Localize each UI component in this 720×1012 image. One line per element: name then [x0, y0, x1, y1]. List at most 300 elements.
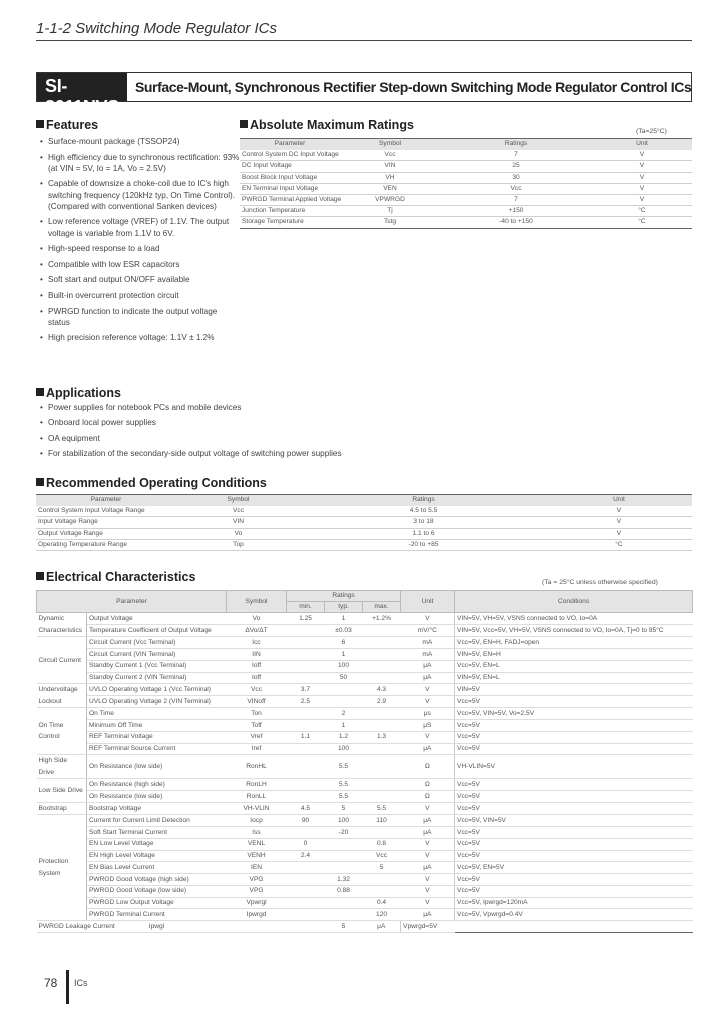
max-cell: 4.3 — [363, 684, 401, 696]
typ-cell — [325, 897, 363, 909]
conditions-cell: Vcc=5V — [455, 885, 693, 897]
parameter-cell: On Resistance (low side) — [87, 755, 227, 779]
table-row — [37, 885, 693, 897]
conditions-cell: Vcc=5V — [455, 802, 693, 815]
table-row — [240, 161, 692, 172]
table-row — [36, 517, 692, 528]
parameter-cell: Minimum Off Time — [87, 720, 227, 732]
table-row — [240, 206, 692, 217]
parameter-cell: Current for Current Limit Detection — [87, 815, 227, 827]
conditions-cell: Vcc=5V — [455, 779, 693, 791]
max-cell — [363, 827, 401, 839]
min-cell — [287, 827, 325, 839]
max-cell — [363, 779, 401, 791]
typ-cell: ±0.03 — [325, 625, 363, 637]
table-row — [37, 696, 693, 708]
recommended-header-cell: Ratings — [301, 495, 546, 506]
symbol-cell: IEN — [227, 862, 287, 874]
applications-list — [40, 402, 342, 463]
unit-cell: Ω — [401, 791, 455, 803]
section-rule — [36, 40, 692, 41]
min-cell — [287, 720, 325, 732]
table-row — [37, 897, 693, 909]
typ-cell — [325, 838, 363, 850]
parameter-cell: Bootstrap Voltage — [87, 802, 227, 815]
max-cell — [363, 637, 401, 649]
group-label: On Time Control — [37, 708, 87, 755]
abs-max-heading: Absolute Maximum Ratings — [240, 118, 414, 132]
application-item: • Power supplies for notebook PCs and mobile devices — [40, 402, 342, 413]
typ-cell — [325, 862, 363, 874]
typ-cell: 100 — [325, 815, 363, 827]
table-row — [37, 815, 693, 827]
table-cell: Top — [176, 539, 301, 550]
conditions-cell: Vcc=5V, EN=H, FADJ=open — [455, 637, 693, 649]
table-cell: Vcc — [440, 183, 592, 194]
symbol-cell: Toff — [227, 720, 287, 732]
table-cell: Storage Temperature — [240, 217, 340, 228]
ec-header-max: max. — [363, 602, 401, 613]
conditions-cell: Vcc=5V — [455, 874, 693, 886]
min-cell: 4.5 — [287, 802, 325, 815]
ec-header-ratings: Ratings — [287, 591, 401, 602]
applications-heading: Applications — [36, 386, 121, 400]
page-divider — [66, 970, 69, 1004]
square-bullet-icon — [36, 120, 44, 128]
unit-cell: μA — [363, 921, 401, 933]
symbol-cell: Iref — [227, 743, 287, 755]
typ-cell: 1.32 — [325, 874, 363, 886]
ec-header-min: min. — [287, 602, 325, 613]
feature-item: • High efficiency due to synchronous rectification: 93% (at VIN = 5V, Io = 1A, Vo = 2.5V) — [40, 152, 240, 174]
min-cell — [287, 791, 325, 803]
table-cell: 7 — [440, 194, 592, 205]
typ-cell — [325, 696, 363, 708]
min-cell — [287, 885, 325, 897]
abs-max-header-cell: Parameter — [240, 139, 340, 150]
max-cell — [363, 649, 401, 661]
symbol-cell: Ioff — [227, 672, 287, 684]
conditions-cell: Vcc=5V, EN=5V — [455, 862, 693, 874]
typ-cell: 5.5 — [325, 779, 363, 791]
unit-cell: V — [401, 684, 455, 696]
conditions-cell: VIN=5V, VH=5V, VSNS connected to VO, Io=0A — [455, 613, 693, 625]
min-cell: 2.4 — [287, 850, 325, 862]
product-banner — [36, 72, 692, 117]
symbol-cell: Vpwrgl — [227, 897, 287, 909]
ec-header-conditions: Conditions — [455, 591, 693, 613]
table-cell: Control System Input Voltage Range — [36, 506, 176, 517]
conditions-cell: Vcc=5V — [455, 743, 693, 755]
table-row — [37, 862, 693, 874]
recommended-table — [36, 494, 692, 551]
recommended-header-cell: Unit — [546, 495, 692, 506]
max-cell: 1.3 — [363, 731, 401, 743]
group-label: Low Side Drive — [37, 779, 87, 803]
ec-header-parameter: Parameter — [37, 591, 227, 613]
symbol-cell: VINoff — [227, 696, 287, 708]
min-cell — [287, 649, 325, 661]
symbol-cell: Icc — [227, 637, 287, 649]
min-cell — [287, 897, 325, 909]
typ-cell: 1 — [325, 613, 363, 625]
ec-header-unit: Unit — [401, 591, 455, 613]
parameter-cell: PWRGD Low Output Voltage — [87, 897, 227, 909]
conditions-cell: Vcc=5V, Vpwrgd=0.4V — [455, 909, 693, 921]
feature-item: • Surface-mount package (TSSOP24) — [40, 136, 240, 147]
group-label: Protection System — [37, 815, 87, 921]
parameter-cell: Temperature Coefficient of Output Voltage — [87, 625, 227, 637]
features-heading: Features — [36, 118, 98, 132]
symbol-cell: VENL — [227, 838, 287, 850]
table-row — [36, 506, 692, 517]
max-cell: 5 — [363, 862, 401, 874]
group-label: Circuit Current — [37, 637, 87, 684]
table-row — [37, 672, 693, 684]
unit-cell: μA — [401, 660, 455, 672]
max-cell: 5.5 — [363, 802, 401, 815]
table-row — [240, 217, 692, 228]
electrical-table — [36, 590, 693, 933]
table-cell: 30 — [440, 172, 592, 183]
unit-cell: mA — [401, 637, 455, 649]
symbol-cell: RonLH — [227, 779, 287, 791]
table-row — [37, 779, 693, 791]
min-cell: 1.25 — [287, 613, 325, 625]
min-cell: 0 — [287, 838, 325, 850]
max-cell — [363, 660, 401, 672]
conditions-cell: Vcc=5V — [455, 791, 693, 803]
recommended-heading: Recommended Operating Conditions — [36, 476, 267, 490]
group-label: Undervoltage Lockout — [37, 684, 87, 708]
table-row — [240, 183, 692, 194]
feature-item: • Capable of downsize a choke-coil due to IC's high switching frequency (120kHz typ, On Time Control). (Compared with conventional Sanken devices) — [40, 178, 240, 212]
square-bullet-icon — [240, 120, 248, 128]
ec-header-symbol: Symbol — [227, 591, 287, 613]
table-cell: Junction Temperature — [240, 206, 340, 217]
table-cell: Vo — [176, 528, 301, 539]
table-cell: V — [592, 150, 692, 161]
unit-cell: μA — [401, 815, 455, 827]
table-cell: °C — [592, 217, 692, 228]
typ-cell: -20 — [325, 827, 363, 839]
max-cell: 0.4 — [363, 897, 401, 909]
table-row — [37, 720, 693, 732]
table-cell: 4.5 to 5.5 — [301, 506, 546, 517]
symbol-cell: VH-VLIN — [227, 802, 287, 815]
typ-cell: 0.88 — [325, 885, 363, 897]
parameter-cell: UVLO Operating Voltage 2 (VIN Terminal) — [87, 696, 227, 708]
table-cell: 3 to 18 — [301, 517, 546, 528]
square-bullet-icon — [36, 478, 44, 486]
typ-cell: 6 — [325, 637, 363, 649]
table-cell: V — [592, 183, 692, 194]
parameter-cell: PWRGD Good Voltage (low side) — [87, 885, 227, 897]
conditions-cell: VIN=5V, Vcc=5V, VH=5V, VSNS connected to VO, Io=0A, Tj=0 to 85°C — [455, 625, 693, 637]
max-cell — [363, 625, 401, 637]
features-list — [40, 136, 240, 348]
table-row — [37, 802, 693, 815]
conditions-cell: Vcc=5V — [455, 731, 693, 743]
table-cell: VIN — [176, 517, 301, 528]
application-item: • Onboard local power supplies — [40, 417, 342, 428]
unit-cell: Ω — [401, 779, 455, 791]
unit-cell: μs — [401, 708, 455, 720]
table-cell: -20 to +85 — [301, 539, 546, 550]
conditions-cell: Vcc=5V, VIN=5V, Vo=2.5V — [455, 708, 693, 720]
recommended-header-cell: Symbol — [176, 495, 301, 506]
parameter-cell: Circuit Current (VIN Terminal) — [87, 649, 227, 661]
table-row — [240, 194, 692, 205]
min-cell — [287, 660, 325, 672]
table-cell: VH — [340, 172, 440, 183]
group-label: Bootstrap — [37, 802, 87, 815]
parameter-cell: EN High Level Voltage — [87, 850, 227, 862]
unit-cell: V — [401, 802, 455, 815]
abs-max-note: (Ta=25°C) — [636, 128, 667, 135]
unit-cell: μA — [401, 827, 455, 839]
table-row — [37, 755, 693, 779]
feature-item: • Built-in overcurrent protection circuit — [40, 290, 240, 301]
conditions-cell: Vcc=5V — [455, 850, 693, 862]
unit-cell: V — [401, 885, 455, 897]
table-row — [240, 172, 692, 183]
max-cell — [363, 720, 401, 732]
table-cell: VEN — [340, 183, 440, 194]
min-cell: 90 — [287, 815, 325, 827]
unit-cell: μA — [401, 862, 455, 874]
parameter-cell: EN Low Level Voltage — [87, 838, 227, 850]
symbol-cell: Ipwgl — [87, 921, 227, 933]
symbol-cell: Vo — [227, 613, 287, 625]
parameter-cell: On Time — [87, 708, 227, 720]
table-cell: Control System DC Input Voltage — [240, 150, 340, 161]
max-cell: +1.2% — [363, 613, 401, 625]
symbol-cell: VPG — [227, 885, 287, 897]
table-row — [37, 850, 693, 862]
table-cell: PWRGD Terminal Applied Voltage — [240, 194, 340, 205]
conditions-cell: Vcc=5V, Ipwrgd=120mA — [455, 897, 693, 909]
max-cell — [363, 672, 401, 684]
min-cell — [287, 755, 325, 779]
symbol-cell: Vcc — [227, 684, 287, 696]
symbol-cell: RonLL — [227, 791, 287, 803]
table-cell: Tj — [340, 206, 440, 217]
max-cell: Vcc — [363, 850, 401, 862]
parameter-cell: UVLO Operating Voltage 1 (Vcc Terminal) — [87, 684, 227, 696]
min-cell — [287, 779, 325, 791]
typ-cell: 1 — [325, 649, 363, 661]
abs-max-header-cell: Symbol — [340, 139, 440, 150]
page-section: ICs — [74, 978, 88, 988]
max-cell — [363, 874, 401, 886]
abs-max-table — [240, 138, 692, 229]
max-cell: 110 — [363, 815, 401, 827]
table-row — [36, 539, 692, 550]
table-cell: Boost Block Input Voltage — [240, 172, 340, 183]
unit-cell: V — [401, 613, 455, 625]
table-cell: V — [546, 506, 692, 517]
group-label: Dynamic Characteristics — [37, 613, 87, 637]
unit-cell: V — [401, 850, 455, 862]
table-cell: V — [592, 172, 692, 183]
typ-cell: 5.5 — [325, 755, 363, 779]
typ-cell — [325, 850, 363, 862]
table-row — [37, 684, 693, 696]
unit-cell: mA — [401, 649, 455, 661]
conditions-cell: Vcc=5V — [455, 720, 693, 732]
feature-item: • Low reference voltage (VREF) of 1.1V. The output voltage is variable from 1.1V to 6V. — [40, 216, 240, 238]
unit-cell: mV/°C — [401, 625, 455, 637]
table-cell: VPWRGD — [340, 194, 440, 205]
typ-cell: 5 — [325, 802, 363, 815]
table-cell: Vcc — [176, 506, 301, 517]
min-cell: 1.1 — [287, 731, 325, 743]
max-cell — [363, 755, 401, 779]
table-cell: 7 — [440, 150, 592, 161]
table-cell: Vcc — [340, 150, 440, 161]
symbol-cell: Ioff — [227, 660, 287, 672]
min-cell — [287, 874, 325, 886]
symbol-cell: ΔVo/ΔT — [227, 625, 287, 637]
recommended-header-cell: Parameter — [36, 495, 176, 506]
feature-item: • Compatible with low ESR capacitors — [40, 259, 240, 270]
conditions-cell: VIN=5V, EN=L — [455, 672, 693, 684]
typ-cell — [325, 684, 363, 696]
max-cell — [363, 708, 401, 720]
table-cell: Output Voltage Range — [36, 528, 176, 539]
table-cell: Operating Temperature Range — [36, 539, 176, 550]
conditions-cell: VIN=5V, EN=H — [455, 649, 693, 661]
page-number: 78 — [44, 976, 58, 990]
table-row — [37, 743, 693, 755]
table-row — [240, 150, 692, 161]
min-cell — [287, 862, 325, 874]
conditions-cell: Vcc=5V, VIN=5V — [455, 815, 693, 827]
min-cell — [287, 909, 325, 921]
table-cell: °C — [592, 206, 692, 217]
symbol-cell: Iocp — [227, 815, 287, 827]
table-row — [37, 921, 693, 933]
min-cell: 3.7 — [287, 684, 325, 696]
parameter-cell: Circuit Current (Vcc Terminal) — [87, 637, 227, 649]
max-cell — [363, 743, 401, 755]
typ-cell: 100 — [325, 660, 363, 672]
abs-max-header-cell: Ratings — [440, 139, 592, 150]
table-cell: 25 — [440, 161, 592, 172]
typ-cell: 2 — [325, 708, 363, 720]
table-row — [37, 613, 693, 625]
min-cell: 2.5 — [287, 696, 325, 708]
group-label: High Side Drive — [37, 755, 87, 779]
table-row — [37, 625, 693, 637]
symbol-cell: Ton — [227, 708, 287, 720]
parameter-cell: Standby Current 1 (Vcc Terminal) — [87, 660, 227, 672]
typ-cell: 1 — [325, 720, 363, 732]
parameter-cell: Output Voltage — [87, 613, 227, 625]
unit-cell: μA — [401, 909, 455, 921]
parameter-cell: REF Terminal Voltage — [87, 731, 227, 743]
unit-cell: V — [401, 731, 455, 743]
square-bullet-icon — [36, 388, 44, 396]
symbol-cell: IIN — [227, 649, 287, 661]
unit-cell: V — [401, 696, 455, 708]
max-cell: 120 — [363, 909, 401, 921]
table-cell: Input Voltage Range — [36, 517, 176, 528]
typ-cell — [325, 909, 363, 921]
unit-cell: V — [401, 874, 455, 886]
max-cell — [363, 791, 401, 803]
square-bullet-icon — [36, 572, 44, 580]
conditions-cell: VIN=5V — [455, 684, 693, 696]
table-row — [37, 708, 693, 720]
table-row — [37, 827, 693, 839]
symbol-cell: Vref — [227, 731, 287, 743]
max-cell: 5 — [325, 921, 363, 933]
feature-item: • High-speed response to a load — [40, 243, 240, 254]
symbol-cell: RonHL — [227, 755, 287, 779]
symbol-cell: Ipwrgd — [227, 909, 287, 921]
table-row — [37, 838, 693, 850]
table-cell: V — [592, 161, 692, 172]
parameter-cell: REF Terminal Source Current — [87, 743, 227, 755]
unit-cell: Ω — [401, 755, 455, 779]
symbol-cell: VPG — [227, 874, 287, 886]
table-cell: +150 — [440, 206, 592, 217]
parameter-cell: PWRGD Good Voltage (high side) — [87, 874, 227, 886]
max-cell — [363, 885, 401, 897]
table-row — [37, 791, 693, 803]
conditions-cell: Vcc=5V — [455, 696, 693, 708]
table-cell: EN Terminal Input Voltage — [240, 183, 340, 194]
feature-item: • High precision reference voltage: 1.1V ± 1.2% — [40, 332, 240, 343]
table-row — [37, 731, 693, 743]
typ-cell: 5.5 — [325, 791, 363, 803]
typ-cell — [287, 921, 325, 933]
min-cell — [287, 625, 325, 637]
conditions-cell: Vcc=5V — [455, 838, 693, 850]
product-description: Surface-Mount, Synchronous Rectifier Step-down Switching Mode Regulator Control ICs — [134, 79, 692, 95]
table-row — [37, 660, 693, 672]
electrical-note: (Ta = 25°C unless otherwise specified) — [542, 579, 658, 586]
conditions-cell: Vcc=5V — [455, 827, 693, 839]
application-item: • OA equipment — [40, 433, 342, 444]
unit-cell: μS — [401, 720, 455, 732]
table-cell: Tstg — [340, 217, 440, 228]
product-name: SI-8011NVS — [37, 73, 127, 101]
table-cell: -40 to +150 — [440, 217, 592, 228]
application-item: • For stabilization of the secondary-side output voltage of switching power supplies — [40, 448, 342, 459]
parameter-cell: On Resistance (high side) — [87, 779, 227, 791]
table-cell: DC Input Voltage — [240, 161, 340, 172]
min-cell — [287, 743, 325, 755]
ec-header-typ: typ. — [325, 602, 363, 613]
parameter-cell: EN Bias Level Current — [87, 862, 227, 874]
abs-max-header-cell: Unit — [592, 139, 692, 150]
min-cell — [287, 637, 325, 649]
table-cell: V — [592, 194, 692, 205]
typ-cell: 50 — [325, 672, 363, 684]
max-cell: 2.9 — [363, 696, 401, 708]
unit-cell: V — [401, 838, 455, 850]
table-cell: V — [546, 528, 692, 539]
conditions-cell: Vpwrgd=5V — [401, 921, 455, 933]
unit-cell: μA — [401, 743, 455, 755]
symbol-cell: VENH — [227, 850, 287, 862]
table-cell: 1.1 to 6 — [301, 528, 546, 539]
parameter-cell: PWRGD Leakage Current — [37, 921, 87, 933]
typ-cell: 1.2 — [325, 731, 363, 743]
